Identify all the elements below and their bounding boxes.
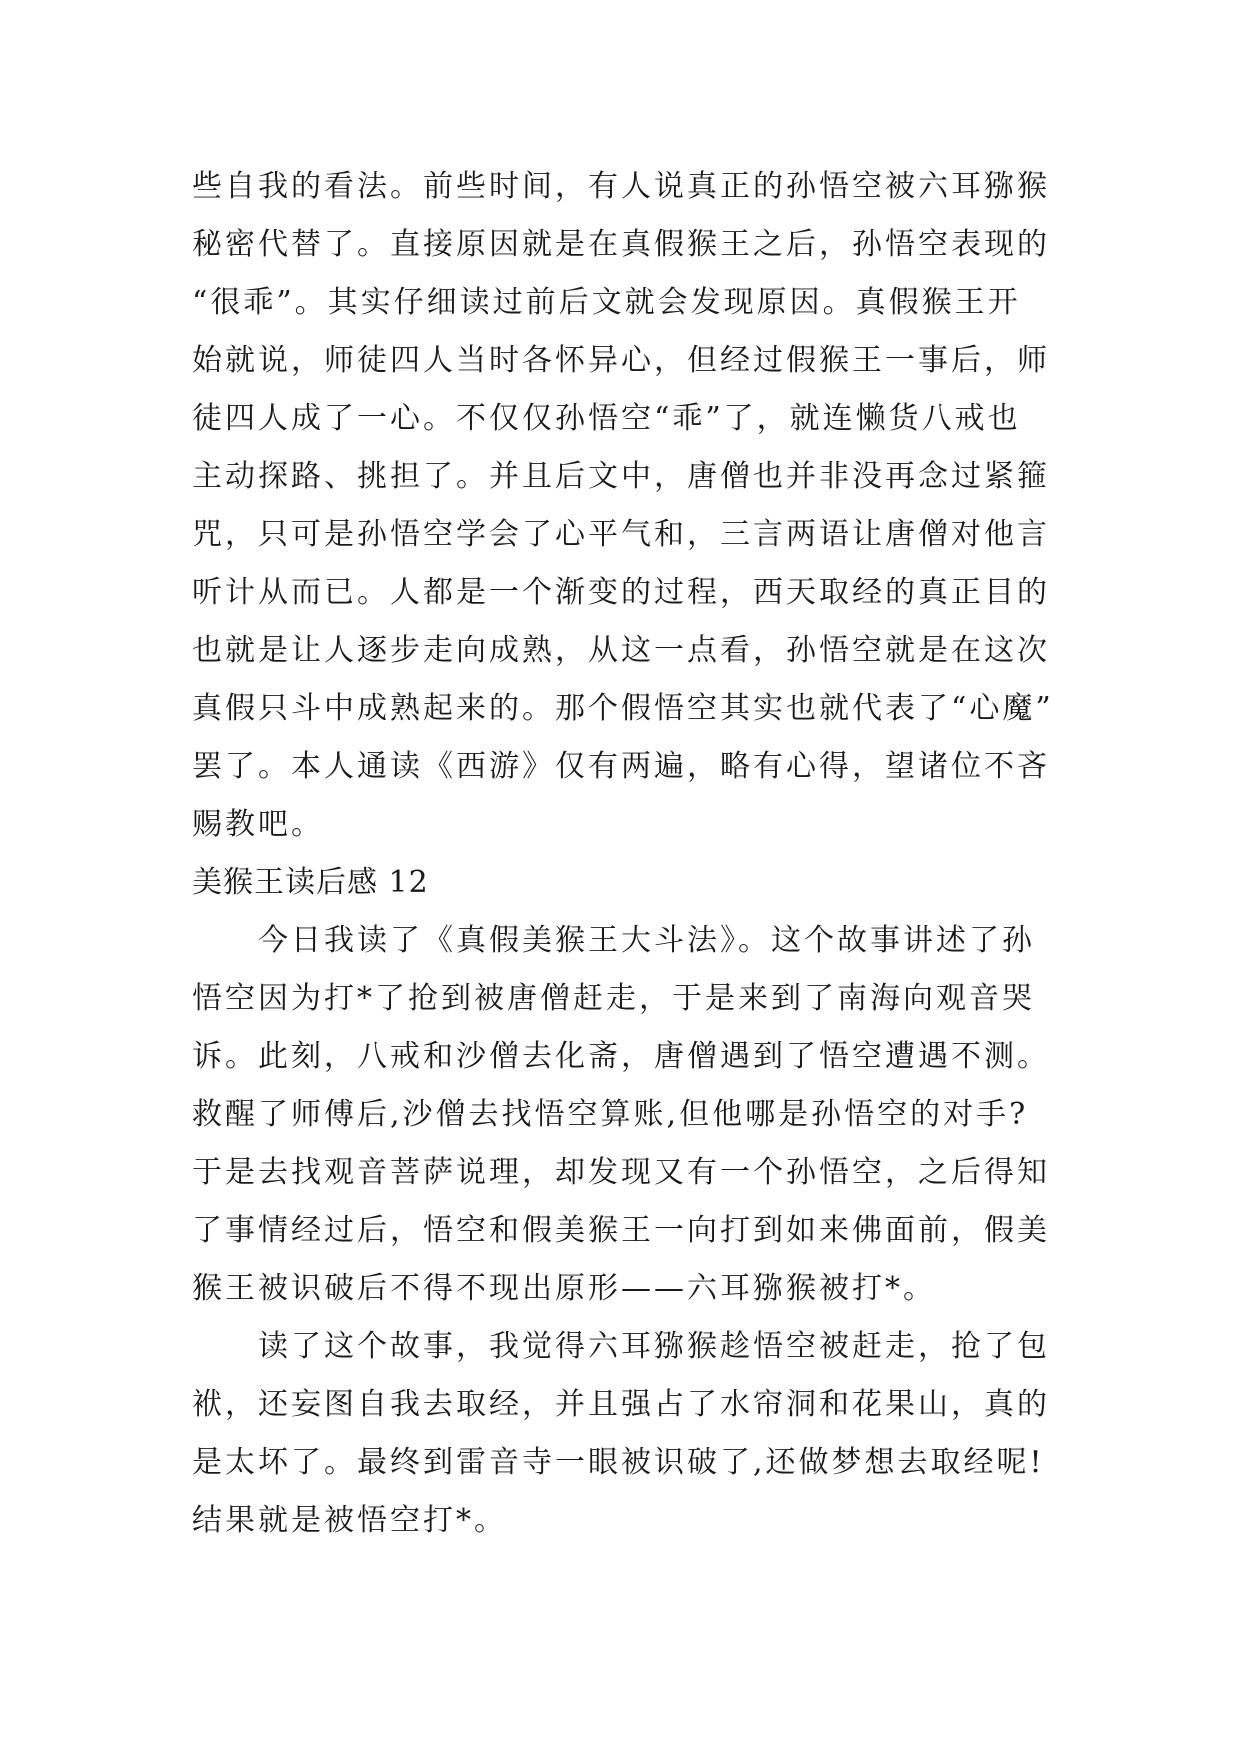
text-line: 悟空因为打*了抢到被唐僧赶走，于是来到了南海向观音哭 [192, 981, 1035, 1016]
text-line: 徒四人成了一心。不仅仅孙悟空“乖”了，就连懒货八戒也 [192, 401, 1021, 436]
text-line: “很乖”。其实仔细读过前后文就会发现原因。真假猴王开 [192, 285, 1021, 320]
text-line: 了事情经过后，悟空和假美猴王一向打到如来佛面前，假美 [192, 1213, 1050, 1248]
text-line: 赐教吧。 [192, 807, 324, 842]
text-line: 听计从而已。人都是一个渐变的过程，西天取经的真正目的 [192, 575, 1050, 610]
text-line: 始就说，师徒四人当时各怀异心，但经过假猴王一事后，师 [192, 343, 1050, 378]
document-body [192, 158, 1072, 1550]
text-line: 救醒了师傅后,沙僧去找悟空算账,但他哪是孙悟空的对手? [192, 1097, 1029, 1132]
text-line: 罢了。本人通读《西游》仅有两遍，略有心得，望诸位不吝 [192, 749, 1050, 784]
text-line: 些自我的看法。前些时间，有人说真正的孙悟空被六耳猕猴 [192, 169, 1050, 204]
text-line: 猴王被识破后不得不现出原形——六耳猕猴被打*。 [192, 1271, 936, 1306]
text-line: 今日我读了《真假美猴王大斗法》。这个故事讲述了孙 [258, 923, 1035, 958]
text-line: 于是去找观音菩萨说理，却发现又有一个孙悟空，之后得知 [192, 1155, 1050, 1190]
text-line: 真假只斗中成熟起来的。那个假悟空其实也就代表了“心魔” [192, 691, 1054, 726]
text-line: 读了这个故事，我觉得六耳猕猴趁悟空被赶走，抢了包 [258, 1329, 1050, 1364]
text-line: 主动探路、挑担了。并且后文中，唐僧也并非没再念过紧箍 [192, 459, 1050, 494]
text-line: 诉。此刻，八戒和沙僧去化斋，唐僧遇到了悟空遭遇不测。 [192, 1039, 1050, 1074]
paragraph [192, 912, 1072, 1318]
text-line: 结果就是被悟空打*。 [192, 1503, 507, 1538]
section-heading: 美猴王读后感 12 [192, 865, 429, 900]
text-line: 秘密代替了。直接原因就是在真假猴王之后，孙悟空表现的 [192, 227, 1050, 262]
paragraph-continued [192, 158, 1072, 854]
text-line: 袱，还妄图自我去取经，并且强占了水帘洞和花果山，真的 [192, 1387, 1050, 1422]
text-line: 是太坏了。最终到雷音寺一眼被识破了,还做梦想去取经呢! [192, 1445, 1045, 1480]
text-line: 咒，只可是孙悟空学会了心平气和，三言两语让唐僧对他言 [192, 517, 1050, 552]
text-line: 也就是让人逐步走向成熟，从这一点看，孙悟空就是在这次 [192, 633, 1050, 668]
paragraph [192, 1318, 1072, 1550]
